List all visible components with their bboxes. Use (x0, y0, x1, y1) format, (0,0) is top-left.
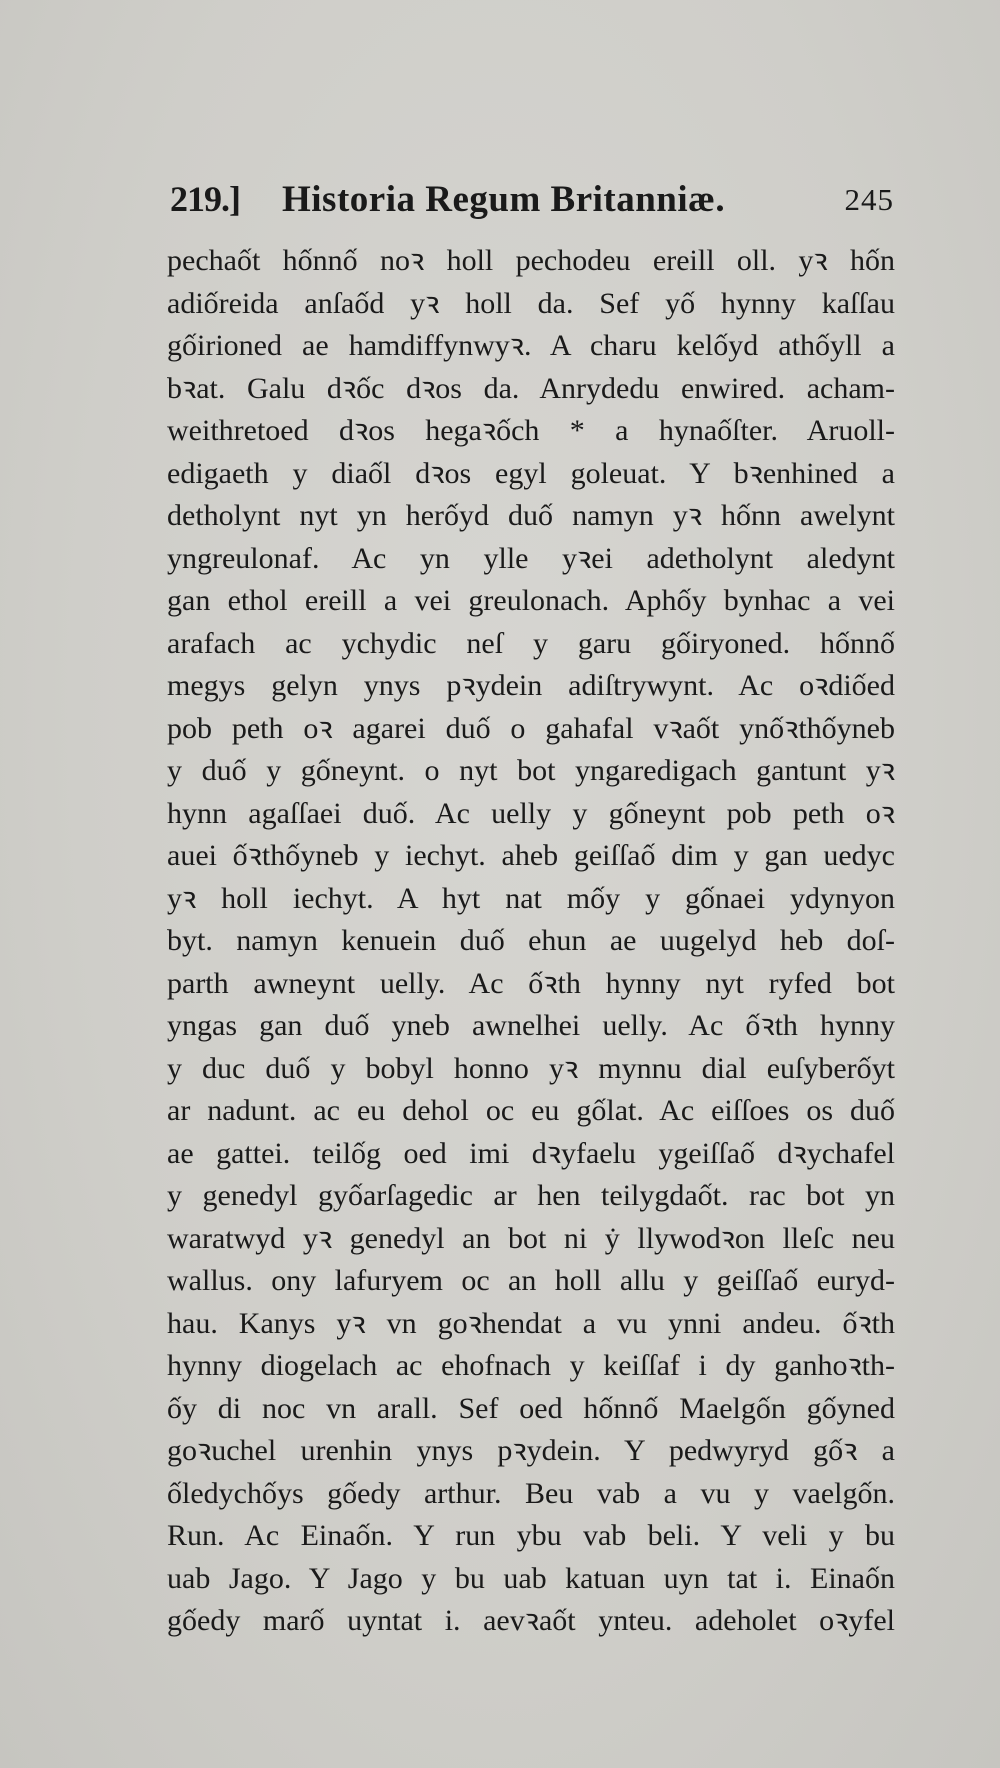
text-line: adiốreida anſaốd yꝛ holl da. Sef yố hynny kaſſau (167, 286, 895, 320)
text-line: y genedyl gyốarſagedic ar hen teilygdaốt. rac bot yn (167, 1179, 895, 1212)
page-number: 245 (844, 182, 894, 217)
running-title: Historia Regum Britanniæ. (282, 179, 726, 220)
text-line: hynn agaſſaei duố. Ac uelly y gốneynt pob peth oꝛ (167, 796, 895, 830)
text-line: detholynt nyt yn herốyd duố namyn yꝛ hốnn awelynt (167, 499, 895, 532)
text-line: ốy di noc vn arall. Sef oed hốnnố Maelgốn gốyned (167, 1391, 895, 1425)
running-head (170, 178, 894, 224)
body-text (167, 240, 895, 1643)
text-line: edigaeth y diaốl dꝛos egyl goleuat. Y bꝛenhined a (167, 456, 895, 490)
text-line: parth awneynt uelly. Ac ốꝛth hynny nyt ryfed bot (167, 966, 895, 1000)
text-line: uab Jago. Y Jago y bu uab katuan uyn tat i. Einaốn (167, 1561, 895, 1595)
text-line: hynny diogelach ac ehofnach y keiſſaf i dy ganhoꝛth- (167, 1349, 895, 1382)
text-line: y duố y gốneynt. o nyt bot yngaredigach gantunt yꝛ (167, 754, 895, 787)
text-line: wallus. ony lafuryem oc an holl allu y geiſſaố euryd- (167, 1264, 895, 1297)
text-line: byt. namyn kenuein duố ehun ae uugelyd heb doſ- (167, 924, 895, 957)
text-line: yngas gan duố yneb awnelhei uelly. Ac ốꝛth hynny (167, 1009, 895, 1042)
text-line: waratwyd yꝛ genedyl an bot ni ẏ llywodꝛon lleſc neu (167, 1221, 895, 1255)
text-line: yꝛ holl iechyt. A hyt nat mốy y gốnaei ydynyon (167, 881, 895, 915)
text-line: Run. Ac Einaốn. Y run ybu vab beli. Y veli y bu (167, 1519, 895, 1552)
text-line: ar nadunt. ac eu dehol oc eu gốlat. Ac eiſſoes os duố (167, 1094, 895, 1127)
text-line: gốirioned ae hamdiffynwyꝛ. A charu kelốyd athốyll a (167, 329, 895, 362)
text-line: ae gattei. teilốg oed imi dꝛyfaelu ygeiſſaố dꝛychafel (167, 1136, 895, 1170)
text-line: megys gelyn ynys pꝛydein adiſtrywynt. Ac oꝛdiốed (167, 669, 895, 702)
text-line: yngreulonaf. Ac yn ylle yꝛei adetholynt aledynt (167, 541, 895, 575)
chapter-reference: 219.] (170, 179, 240, 219)
text-line: auei ốꝛthốyneb y iechyt. aheb geiſſaố dim y gan uedyc (167, 839, 895, 872)
text-line: gan ethol ereill a vei greulonach. Aphốy bynhac a vei (167, 584, 895, 617)
text-line: ốledychốys gốedy arthur. Beu vab a vu y vaelgốn. (167, 1476, 895, 1510)
text-line: pechaốt hốnnố noꝛ holl pechodeu ereill oll. yꝛ hốn (167, 244, 895, 277)
text-line: pob peth oꝛ agarei duố o gahafal vꝛaốt ynốꝛthốyneb (167, 711, 895, 745)
text-line: gốedy marố uyntat i. aevꝛaốt ynteu. adeholet oꝛyfel (167, 1604, 895, 1637)
text-line: arafach ac ychydic neſ y garu gốiryoned. hốnnố (167, 626, 895, 660)
text-line: weithretoed dꝛos hegaꝛốch * a hynaốſter. Aruoll- (167, 414, 895, 447)
text-line: hau. Kanys yꝛ vn goꝛhendat a vu ynni andeu. ốꝛth (167, 1306, 895, 1340)
text-line: goꝛuchel urenhin ynys pꝛydein. Y pedwyryd gốꝛ a (167, 1434, 895, 1467)
text-line: bꝛat. Galu dꝛốc dꝛos da. Anrydedu enwired. acham- (167, 371, 895, 405)
text-line: y duc duố y bobyl honno yꝛ mynnu dial euſyberốyt (167, 1051, 895, 1085)
